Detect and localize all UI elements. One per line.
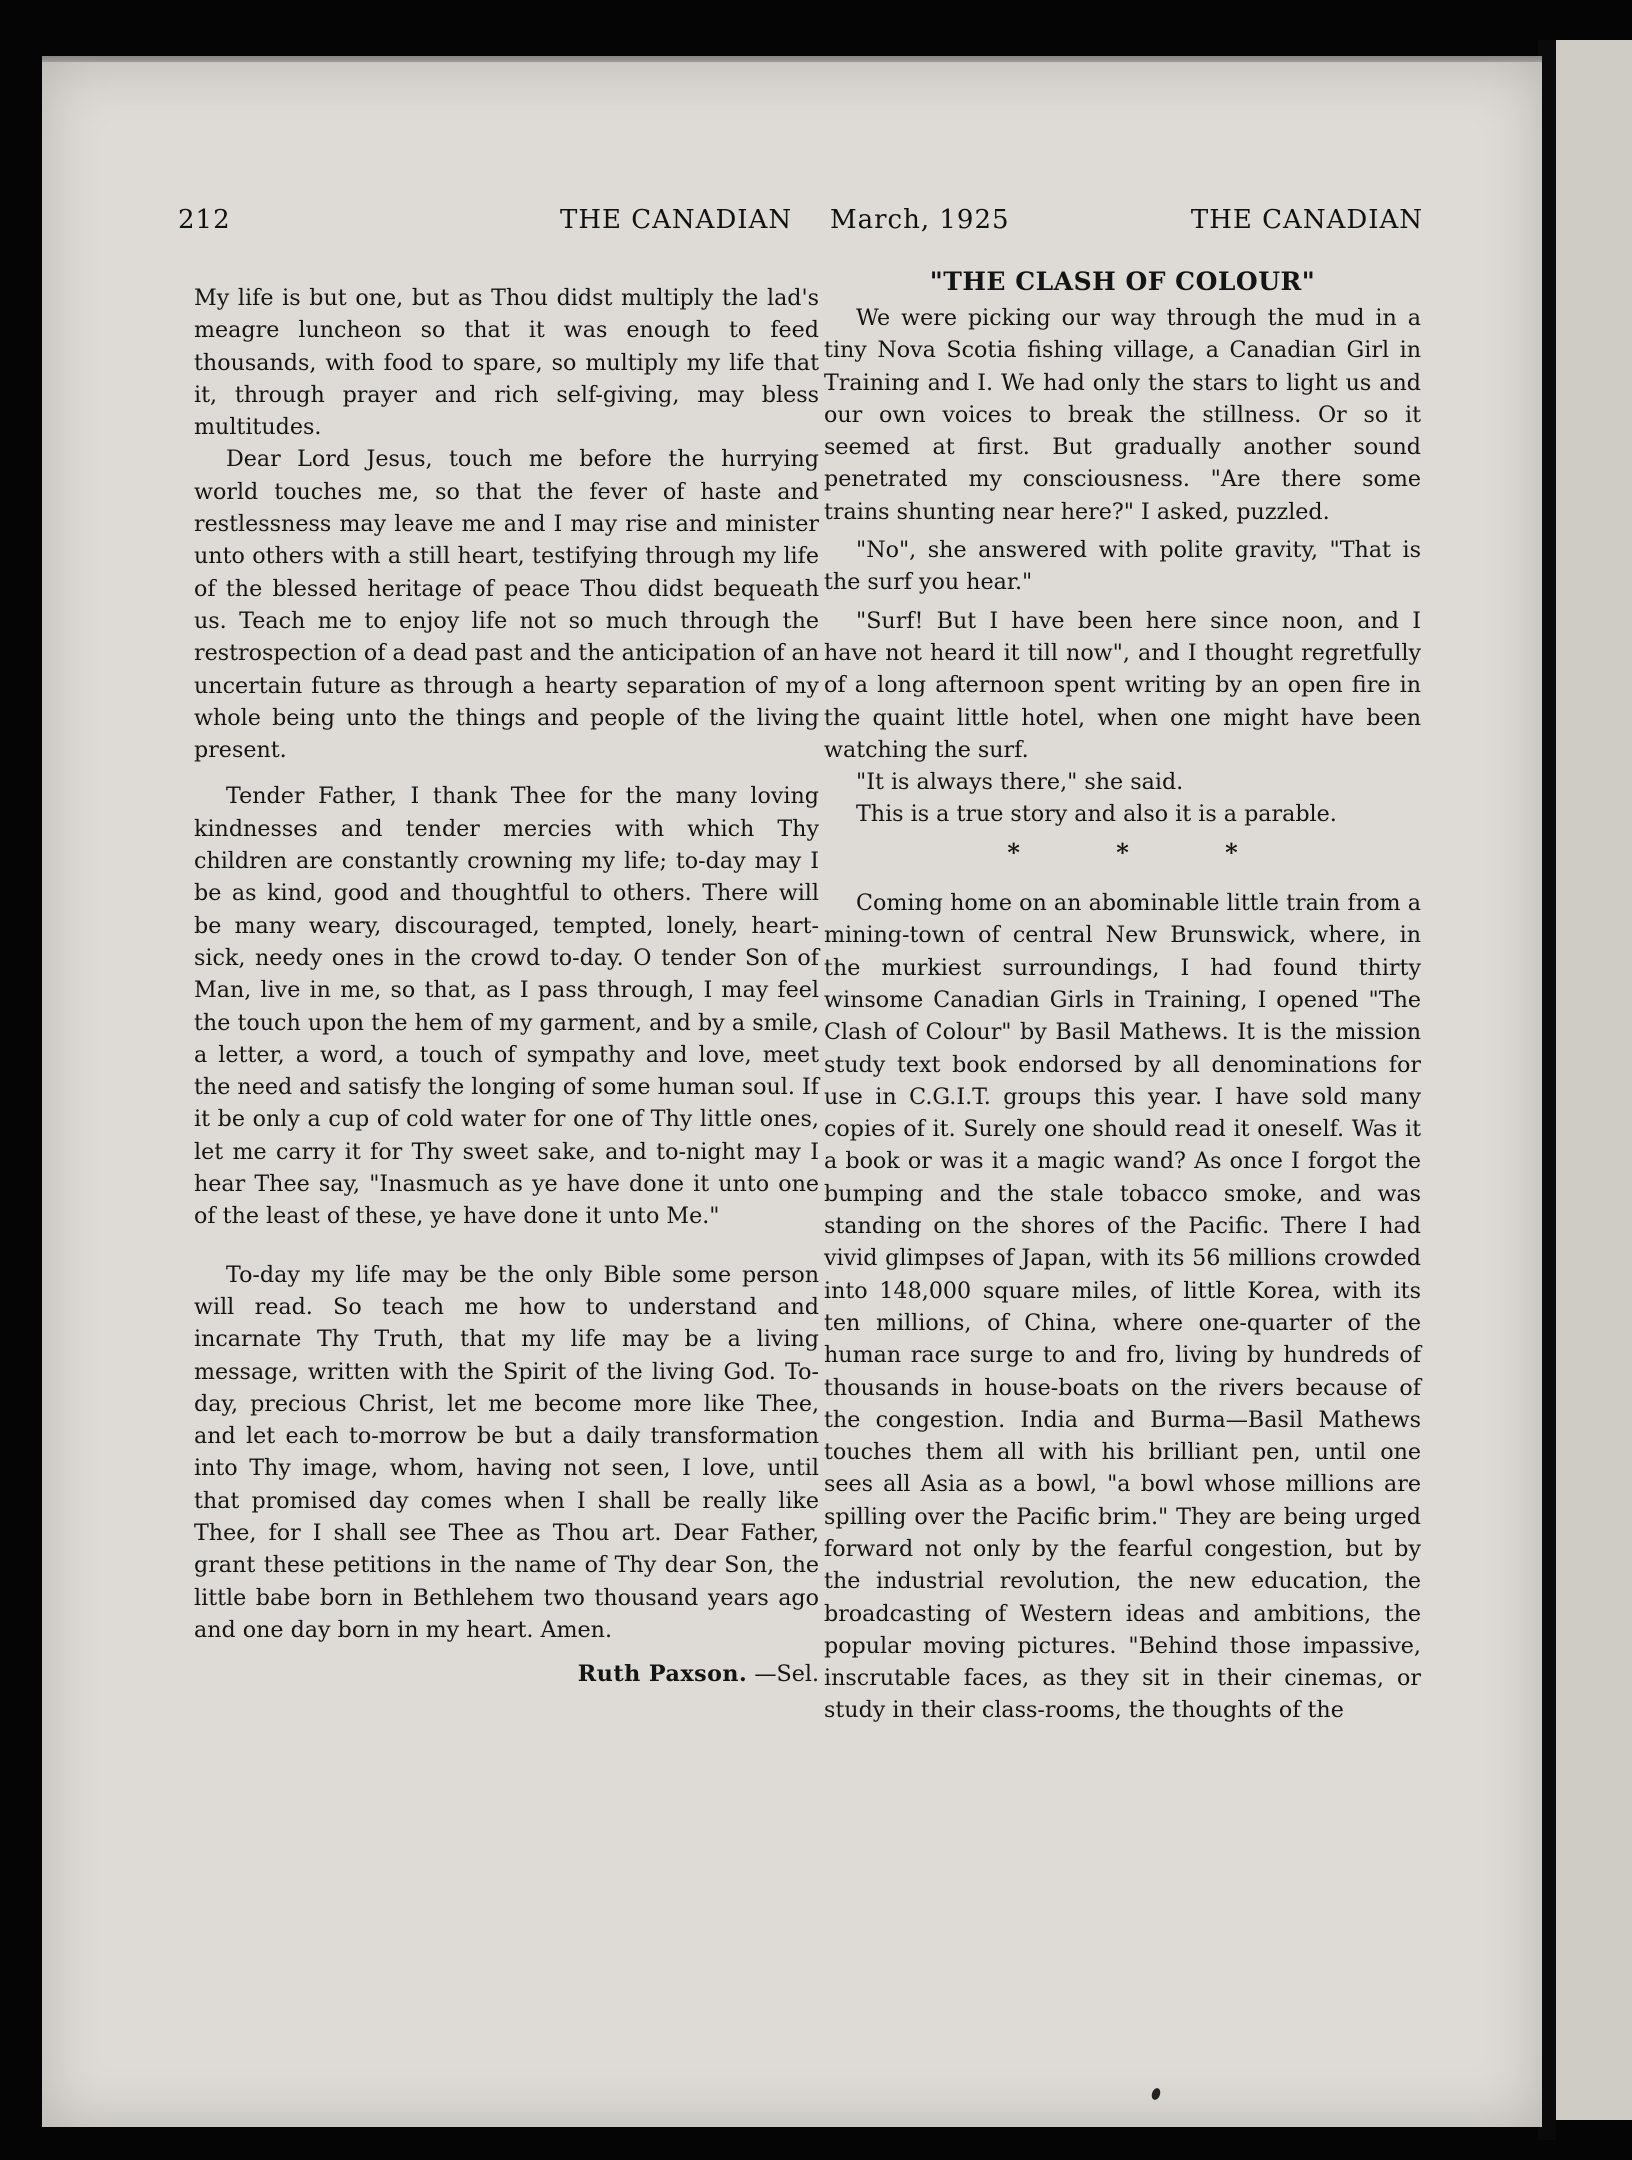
prayer-paragraph-4: To-day my life may be the only Bible some person will read. So teach me how to understand and incarnate Thy Truth, that my life may be a living message, written with the Spirit of the living God. To-day, precious Christ, let me become more like Thee, and let each to-morrow be but a daily transformation into Thy image, whom, having not seen, I love, until that promised day comes when I shall be really like Thee, for I shall see Thee as Thou art. Dear Father, grant these petitions in the name of Thy dear Son, the little babe born in Bethlehem two thousand years ago and one day born in my heart. Amen.: [194, 1261, 819, 1643]
prayer-paragraph-3: Tender Father, I thank Thee for the many loving kindnesses and tender mercies with which Thy children are constantly crowning my life; to-day may I be as kind, good and thoughtful to others. There will be many weary, discouraged, tempted, lonely, heart-sick, needy ones in the crowd to-day. O tender Son of Man, live in me, so that, as I pass through, I may feel the touch upon the hem of my garment, and by a smile, a letter, a word, a touch of sympathy and love, meet the need and satisfy the longing of some human soul. If it be only a cup of cold water for one of Thy little ones, let me carry it for Thy sweet sake, and to-night may I hear Thee say, "Inasmuch as ye have done it unto one of the least of these, ye have done it unto Me.": [194, 783, 819, 1230]
article-title: "THE CLASH OF COLOUR": [929, 267, 1316, 296]
article-paragraph-5: This is a true story and also it is a parable.: [856, 801, 1337, 828]
source-note: —Sel.: [754, 1661, 819, 1688]
author-name: Ruth Paxson.: [577, 1661, 748, 1688]
article-paragraph-1: We were picking our way through the mud in a tiny Nova Scotia fishing village, a Canadian Girl in Training and I. We had only the stars to light us and our own voices to break the stillness. Or so it seemed at first. But gradually another sound penetrated my consciousness. "Are there some trains shunting near here?" I asked, puzzled.: [824, 305, 1421, 525]
page-number: 212: [178, 205, 231, 235]
article-paragraph-6: Coming home on an abominable little train from a mining-town of central New Brunswick, where, in the murkiest surroundings, I had found thirty winsome Canadian Girls in Training, I opened "The Clash of Colour" by Basil Mathews. It is the mission study text book endorsed by all denominations for use in C.G.I.T. groups this year. I have sold many copies of it. Surely one should read it oneself. Was it a book or was it a magic wand? As once I forgot the bumping and the stale tobacco smoke, and was standing on the shores of the Pacific. There I had vivid glimpses of Japan, with its 56 millions crowded into 148,000 square miles, of little Korea, with its ten millions, of China, where one-quarter of the human race surge to and fro, living by hundreds of thousands in house-boats on the rivers because of the congestion. India and Burma—Basil Mathews touches them all with his brilliant pen, until one sees all Asia as a bowl, "a bowl whose millions are spilling over the Pacific brim." They are being urged forward not only by the fearful congestion, but by the industrial revolution, the new education, the broadcasting of Western ideas and ambitions, the popular moving pictures. "Behind those impassive, inscrutable faces, as they sit in their cinemas, or study in their class-rooms, the thoughts of the: [824, 890, 1421, 1724]
running-header: [178, 205, 1423, 251]
prayer-paragraph-1: My life is but one, but as Thou didst multiply the lad's meagre luncheon so that it was enough to feed thousands, with food to spare, so multiply my life that it, through prayer and rich self-giving, may bless multitudes.: [194, 285, 819, 441]
article-paragraph-4: "It is always there," she said.: [856, 769, 1184, 796]
header-date: March, 1925: [830, 205, 1010, 235]
header-title-right: THE CANADIAN: [1190, 205, 1423, 235]
header-title: THE CANADIAN: [560, 205, 793, 235]
adjacent-page-edge: [1556, 40, 1632, 2120]
right-column: [824, 266, 1421, 1727]
article-paragraph-2: "No", she answered with polite gravity, "That is the surf you hear.": [824, 537, 1421, 596]
signature: [194, 1658, 819, 1690]
left-column: [194, 282, 819, 1690]
prayer-paragraph-2: Dear Lord Jesus, touch me before the hurrying world touches me, so that the fever of haste and restlessness may leave me and I may rise and minister unto others with a still heart, testifying through my life of the blessed heritage of peace Thou didst bequeath us. Teach me to enjoy life not so much through the restrospection of a dead past and the anticipation of an uncertain future as through a hearty separation of my whole being unto the things and people of the living present.: [194, 446, 819, 764]
section-separator: * * *: [1007, 837, 1282, 867]
article-paragraph-3: "Surf! But I have been here since noon, and I have not heard it till now", and I thought regretfully of a long afternoon spent writing by an open fire in the quaint little hotel, when one might have been watching the surf.: [824, 607, 1421, 763]
